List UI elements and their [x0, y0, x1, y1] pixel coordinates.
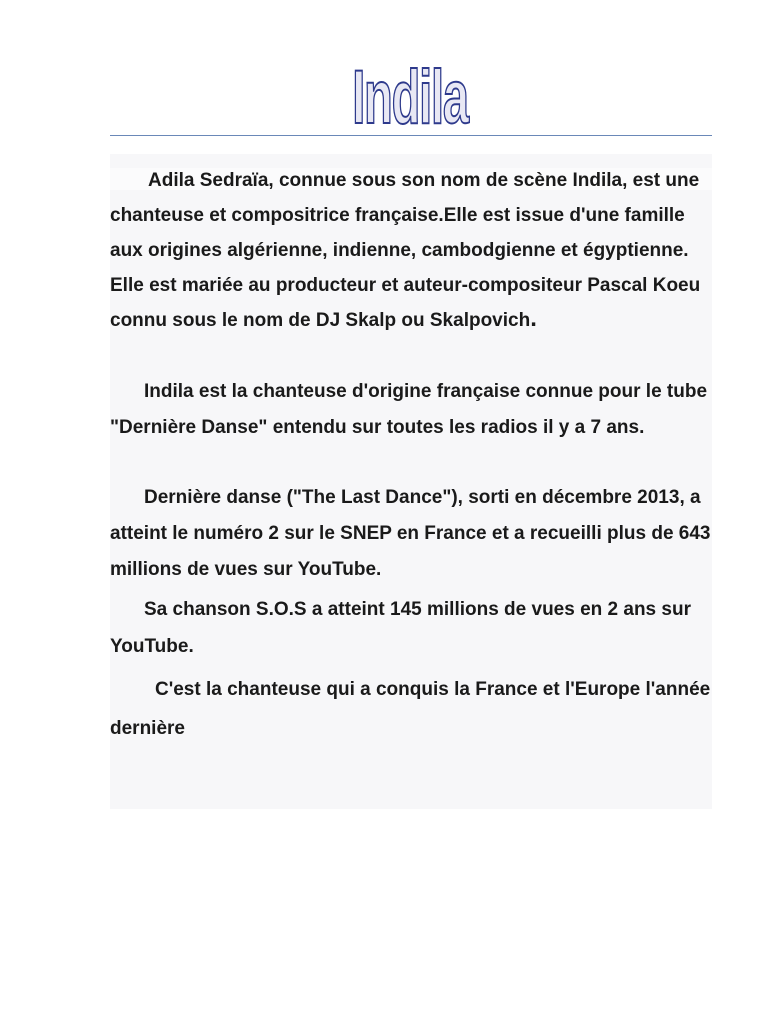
paragraph-1-end: .: [530, 305, 537, 332]
paragraph-4: Sa chanson S.O.S a atteint 145 millions de vues en 2 ans sur YouTube.: [110, 599, 691, 657]
paragraph-2: Indila est la chanteuse d'origine française connue pour le tube "Dernière Danse" entendu sur toutes les radios il y a 7 ans.: [110, 381, 708, 438]
paragraph-1-text: Adila Sedraïa, connue sous son nom de scène Indila, est une chanteuse et compositrice française.Elle est issue d'une famille aux origines algérienne, indienne, cambodgienne et égyptienne. Elle est mariée au producteur et auteur-compositeur Pascal Koeu connu sous le nom de DJ Skalp ou Skalpovich: [110, 170, 701, 331]
paragraph-5: C'est la chanteuse qui a conquis la France et l'Europe l'année dernière: [110, 679, 711, 739]
paragraph-3: Dernière danse ("The Last Dance"), sorti en décembre 2013, a atteint le numéro 2 sur le SNEP en France et a recueilli plus de 643 millions de vues sur YouTube.: [110, 487, 711, 580]
paragraph-1: [110, 163, 712, 338]
document-title: Indila: [352, 55, 468, 140]
title-divider: [110, 135, 712, 136]
